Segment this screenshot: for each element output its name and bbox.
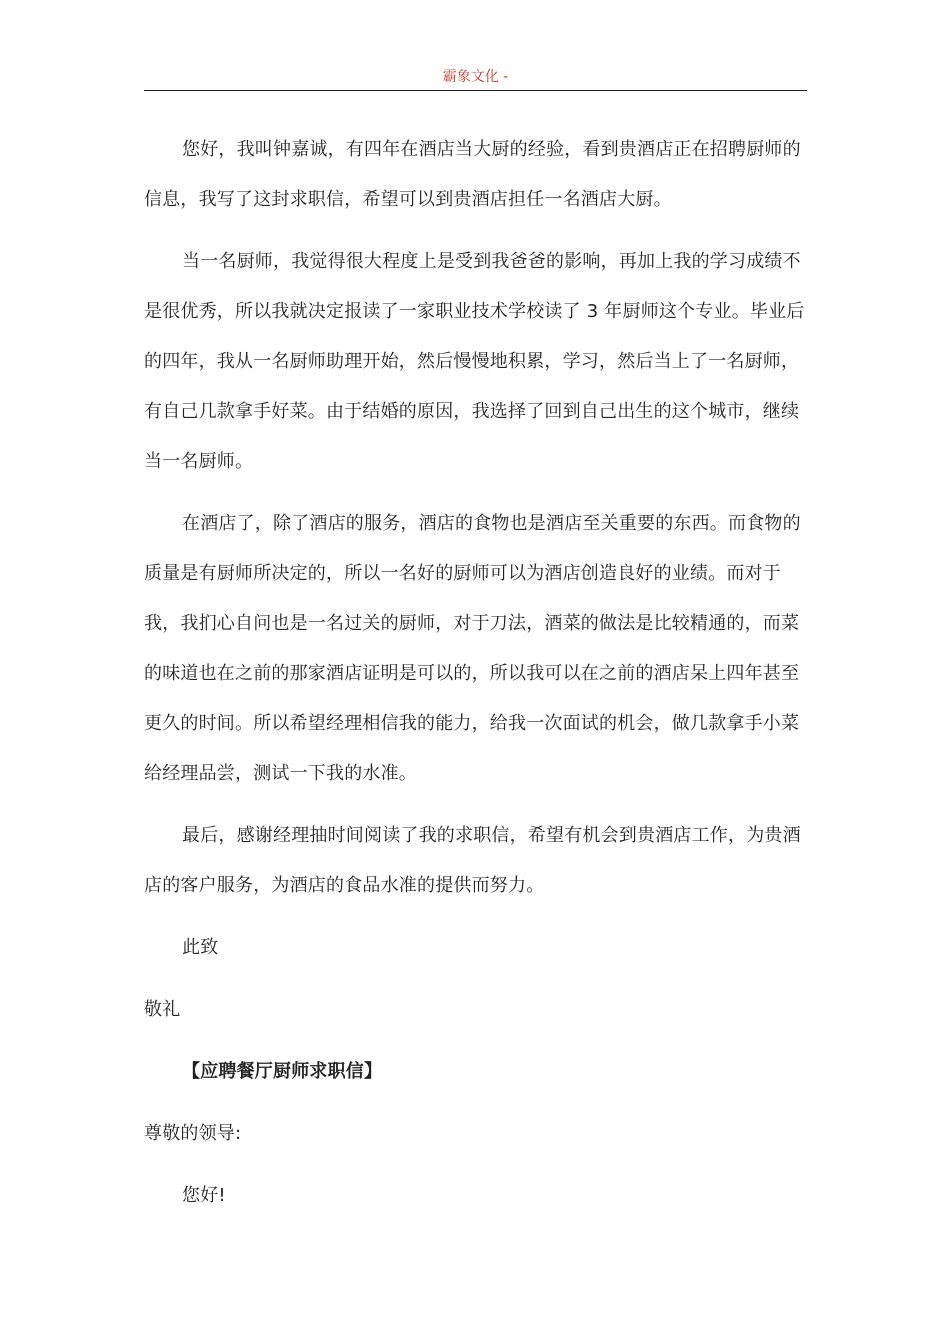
intro-paragraph: 您好，我叫钟嘉诚，有四年在酒店当大厨的经验，看到贵酒店正在招聘厨师的信息，我写了这封求职信，希望可以到贵酒店担任一名酒店大厨。	[144, 139, 801, 210]
header-title: 霸象文化 -	[442, 69, 509, 85]
closing-paragraph: 最后，感谢经理抽时间阅读了我的求职信，希望有机会到贵酒店工作，为贵酒店的客户服务，为酒店的食品水准的提供而努力。	[144, 825, 801, 896]
greeting-recipient: 尊敬的领导:	[144, 1123, 242, 1144]
skills-paragraph: 在酒店了，除了酒店的服务，酒店的食物也是酒店至关重要的东西。而食物的质量是有厨师所决定的，所以一名好的厨师可以为酒店创造良好的业绩。而对于我，我扪心自问也是一名过关的厨师，对于刀法，酒菜的做法是比较精通的，而菜的味道也在之前的那家酒店证明是可以的，所以我可以在之前的酒店呆上四年甚至更久的时间。所以希望经理相信我的能力，给我一次面试的机会，做几款拿手小菜给经理品尝，测试一下我的水准。	[144, 513, 801, 784]
background-paragraph: 当一名厨师，我觉得很大程度上是受到我爸爸的影响，再加上我的学习成绩不是很优秀，所以我就决定报读了一家职业技术学校读了 3 年厨师这个专业。毕业后的四年，我从一名厨师助理开始，然后慢慢地积累，学习，然后当上了一名厨师，有自己几款拿手好菜。由于结婚的原因，我选择了回到自己出生的这个城市，继续当一名厨师。	[144, 251, 805, 472]
salutation-cizhi: 此致	[182, 937, 219, 958]
salutation-jingli: 敬礼	[144, 999, 181, 1020]
greeting-hello: 您好!	[182, 1185, 226, 1206]
section-title: 【应聘餐厅厨师求职信】	[182, 1061, 383, 1082]
page-header	[144, 66, 807, 91]
letter-body	[144, 125, 807, 1233]
